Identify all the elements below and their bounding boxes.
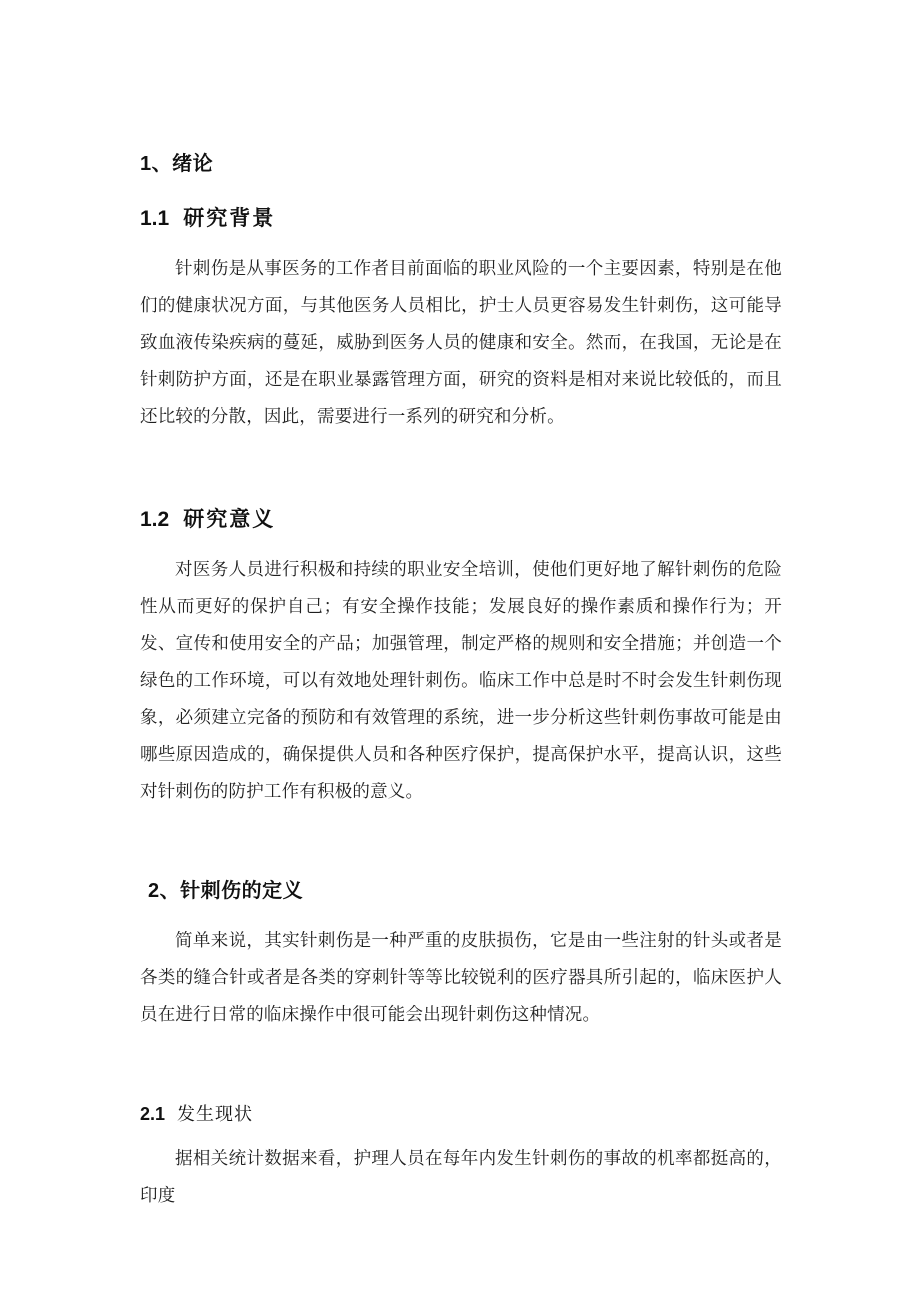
heading-section-1-1 xyxy=(140,206,275,231)
heading-section-2-1-text xyxy=(140,1104,253,1126)
heading-section-1-2-title: 研究意义 xyxy=(183,507,276,531)
heading-section-1-text xyxy=(140,152,213,176)
heading-section-2-text xyxy=(148,879,303,903)
heading-section-1-1-title: 研究背景 xyxy=(183,206,276,230)
heading-section-1 xyxy=(140,152,213,176)
heading-section-2-1-number: 2.1 xyxy=(140,1104,166,1124)
heading-section-2-1-title: 发生现状 xyxy=(177,1104,254,1124)
heading-section-1-1-number: 1.1 xyxy=(140,207,170,230)
heading-section-1-2-number: 1.2 xyxy=(140,508,170,531)
paragraph-section-1-1: 针刺伤是从事医务的工作者目前面临的职业风险的一个主要因素，特别是在他们的健康状况方面，与其他医务人员相比，护士人员更容易发生针刺伤，这可能导致血液传染疾病的蔓延，威胁到医务人员的健康和安全。然而，在我国，无论是在针刺防护方面，还是在职业暴露管理方面，研究的资料是相对来说比较低的，而且还比较的分散，因此，需要进行一系列的研究和分析。 xyxy=(140,258,782,426)
paragraph-section-2-container xyxy=(140,922,782,1033)
paragraph-section-2: 简单来说，其实针刺伤是一种严重的皮肤损伤，它是由一些注射的针头或者是各类的缝合针或者是各类的穿刺针等等比较锐利的医疗器具所引起的，临床医护人员在进行日常的临床操作中很可能会出现针刺伤这种情况。 xyxy=(140,930,782,1024)
heading-section-1-title: 绪论 xyxy=(172,153,214,175)
heading-section-2-title: 针刺伤的定义 xyxy=(180,880,304,902)
heading-section-2-1 xyxy=(140,1104,253,1126)
heading-section-1-2-text xyxy=(140,507,275,532)
paragraph-section-1-2-container xyxy=(140,551,782,810)
paragraph-section-1-2: 对医务人员进行积极和持续的职业安全培训，使他们更好地了解针刺伤的危险性从而更好的保护自己；有安全操作技能；发展良好的操作素质和操作行为；开发、宣传和使用安全的产品；加强管理，制定严格的规则和安全措施；并创造一个绿色的工作环境，可以有效地处理针刺伤。临床工作中总是时不时会发生针刺伤现象，必须建立完备的预防和有效管理的系统，进一步分析这些针刺伤事故可能是由哪些原因造成的，确保提供人员和各种医疗保护，提高保护水平，提高认识，这些对针刺伤的防护工作有积极的意义。 xyxy=(140,559,782,801)
paragraph-section-1-1-container xyxy=(140,250,782,435)
heading-section-1-1-text xyxy=(140,206,275,231)
heading-section-2-number: 2、 xyxy=(148,880,181,902)
heading-section-2 xyxy=(148,879,303,903)
paragraph-section-2-1: 据相关统计数据来看，护理人员在每年内发生针刺伤的事故的机率都挺高的，印度 xyxy=(140,1148,782,1205)
heading-section-1-number: 1、 xyxy=(140,153,173,175)
heading-section-1-2 xyxy=(140,507,275,532)
paragraph-section-2-1-container xyxy=(140,1140,782,1214)
